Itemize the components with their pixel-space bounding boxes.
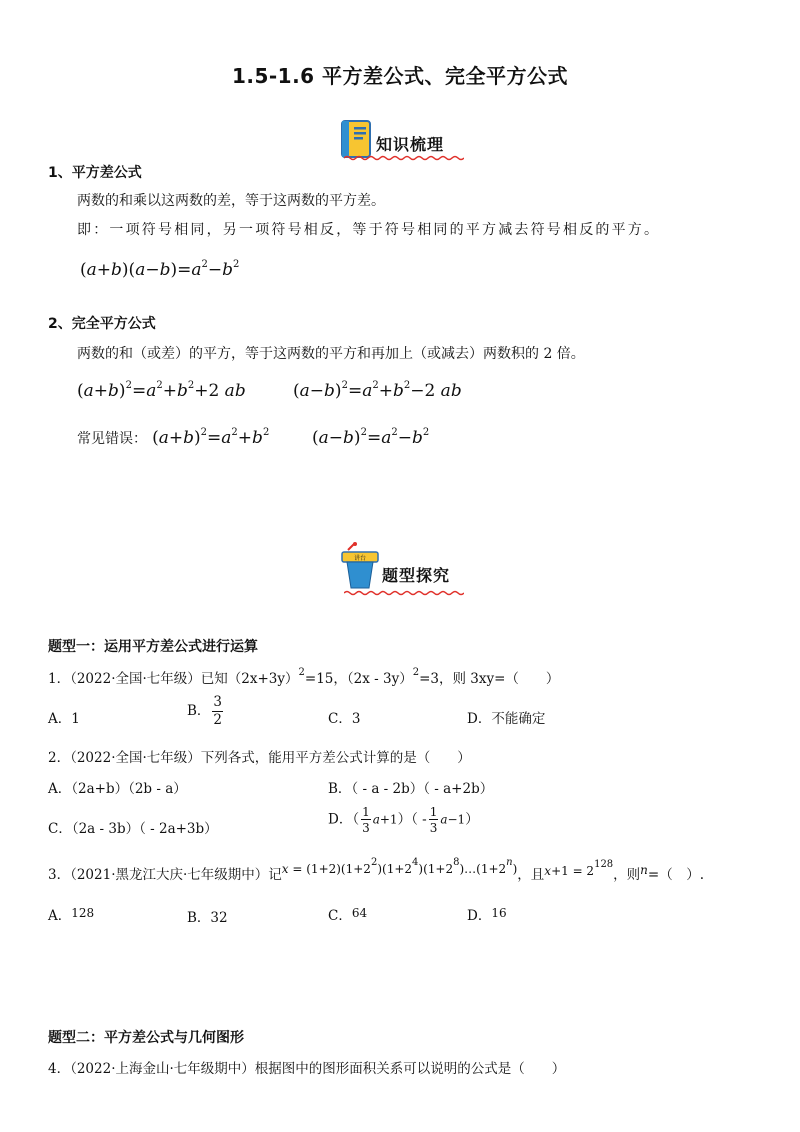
- q1-option-b[interactable]: [187, 696, 225, 727]
- fraction-1-3: [361, 806, 371, 834]
- q3-option-a-value: 128: [71, 906, 95, 920]
- q3-option-c-value: 64: [351, 906, 368, 920]
- fraction-3-2: [212, 696, 223, 727]
- section-2-heading: 2、完全平方公式: [48, 316, 156, 332]
- common-mistakes-label: 常见错误：: [77, 431, 147, 447]
- book-icon: [340, 119, 374, 159]
- fraction-numerator: 1: [362, 805, 370, 819]
- section-1-line-1: 两数的和乘以这两数的差，等于这两数的平方差。: [77, 193, 385, 209]
- q3-stem-part-a: 3．（2021·黑龙江大庆·七年级期中）记: [48, 867, 282, 883]
- q3-option-b[interactable]: B．32: [187, 910, 228, 926]
- q3-product-expression: $x = (1+2)(1+2^2)(1+2^4)(1+2^8)\dots(1+2^n)$: [281, 857, 518, 876]
- q3-option-d[interactable]: [467, 904, 507, 924]
- fraction-denominator: 3: [362, 821, 370, 835]
- section-1-line-2: 即：一项符号相同，另一项符号相反，等于符号相同的平方减去符号相反的平方。: [77, 222, 661, 238]
- q1-option-a[interactable]: A．1: [48, 711, 80, 727]
- common-mistakes: [77, 428, 269, 448]
- q3-option-d-value: 16: [491, 906, 507, 920]
- podium-icon: [340, 542, 380, 590]
- section-2-line-1: 两数的和（或差）的平方，等于这两数的平方和再加上（或减去）两数积的 2 倍。: [77, 346, 585, 362]
- q3-option-d-label: D．: [467, 908, 492, 924]
- fraction-1-3-b: [429, 806, 439, 834]
- q3-condition: $x+1 = 2^{128}$: [544, 859, 614, 878]
- knowledge-badge-label: 知识梳理: [376, 135, 445, 154]
- q1-option-b-label: B．: [187, 703, 211, 719]
- fraction-denominator: 2: [213, 711, 223, 728]
- q3-stem-part-b: ，且: [517, 867, 545, 883]
- podium-text: 讲台: [353, 555, 367, 562]
- q1-option-d[interactable]: D．不能确定: [467, 711, 546, 727]
- q1-stem-part-a: 1．（2022·全国·七年级）已知（2x+3y）: [48, 671, 299, 687]
- q2-option-a[interactable]: A．（2a+b）（2b - a）: [48, 781, 187, 797]
- fraction-numerator: 3: [213, 694, 223, 710]
- type-2-heading: 题型二：平方差公式与几何图形: [48, 1030, 244, 1046]
- q3-stem-part-c: ，则: [613, 867, 641, 883]
- page-title: 1.5-1.6 平方差公式、完全平方公式: [231, 64, 569, 88]
- q2-option-d-label: D．（: [328, 811, 360, 828]
- question-2-stem: 2．（2022·全国·七年级）下列各式，能用平方差公式计算的是（ ）: [48, 750, 471, 766]
- types-badge: [340, 540, 470, 590]
- formula-square-of-sum: $(a+b)^2=a^2+b^2+2$ ab: [77, 380, 246, 401]
- q2-option-d[interactable]: D．（ $\frac{1}{3}$ a+1）（ - $\frac{1}{3}$ a−1）: [328, 805, 479, 835]
- q3-option-a[interactable]: [48, 904, 94, 924]
- types-badge-label: 题型探究: [382, 566, 451, 585]
- q3-stem-part-d: =（ ）.: [647, 867, 705, 883]
- formula-square-of-difference: $(a-b)^2=a^2+b^2-2$ ab: [293, 380, 462, 401]
- fraction-numerator: 1: [429, 805, 438, 819]
- q1-stem-part-c: =3，则 3xy=（ ）: [419, 671, 560, 687]
- question-4-stem: 4．（2022·上海金山·七年级期中）根据图中的图形面积关系可以说明的公式是（ ）: [48, 1061, 566, 1077]
- question-3-stem: 3．（2021·黑龙江大庆·七年级期中）记$x = (1+2)(1+2^2)(1+2^4)(1+2^8)\dots(1+2^n)$，且$x+1 = 2^{128}$，则n=（ ）.: [48, 857, 705, 883]
- knowledge-badge: [340, 113, 470, 159]
- q3-option-c-label: C．: [328, 908, 352, 924]
- q3-option-c[interactable]: [328, 904, 367, 924]
- q1-stem-part-b: =15，（2x - 3y）: [304, 671, 413, 687]
- mistake-formula-1: $(a+b)^2=a^2+b^2$: [152, 427, 270, 448]
- q3-option-a-label: A．: [48, 908, 72, 924]
- q2-option-c[interactable]: C．（2a - 3b）（ - 2a+3b）: [48, 821, 218, 837]
- mistake-formula-2: $(a-b)^2=a^2-b^2$: [312, 427, 430, 448]
- question-1-stem: 1．（2022·全国·七年级）已知$(2x+3y)^2=15$，（2x - 3y）$^2$=3，则 3xy=（ ）: [48, 667, 560, 687]
- wavy-underline: [344, 155, 464, 161]
- q1-option-c[interactable]: C．3: [328, 711, 361, 727]
- fraction-denominator: 3: [429, 821, 438, 835]
- wavy-underline: [344, 590, 464, 596]
- q2-option-b[interactable]: B．（ - a - 2b）（ - a+2b）: [328, 781, 494, 797]
- formula-difference-of-squares: $(a+b)(a-b)=a^2-b^2$: [80, 259, 240, 280]
- section-1-heading: 1、平方差公式: [48, 165, 142, 181]
- type-1-heading: 题型一：运用平方差公式进行运算: [48, 639, 258, 655]
